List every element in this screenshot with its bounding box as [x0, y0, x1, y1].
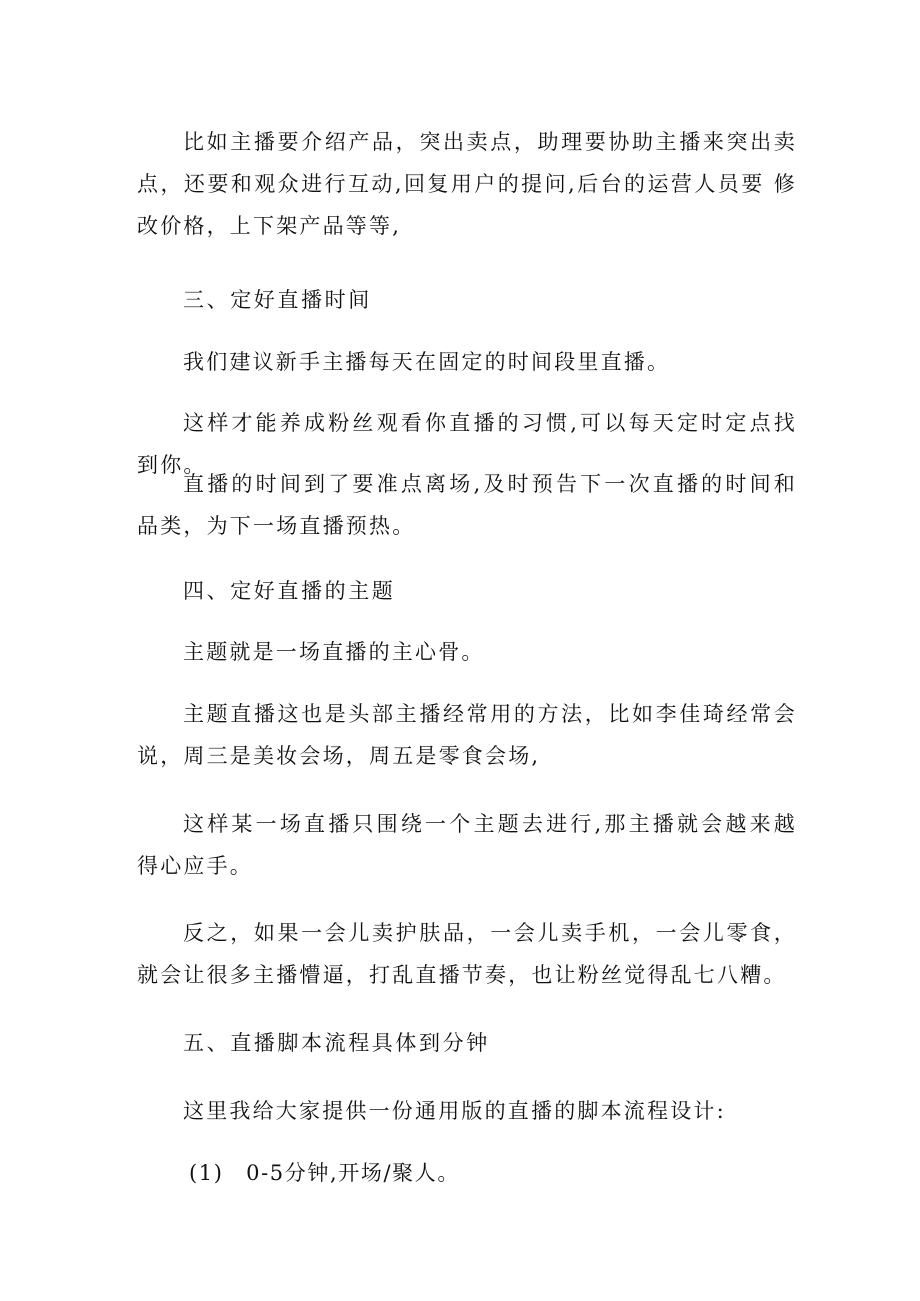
paragraph-fan-habit: 这样才能养成粉丝观看你直播的习惯,可以每天定时定点找 到你。 — [137, 411, 797, 477]
paragraph-fixed-time-advice: 我们建议新手主播每天在固定的时间段里直播。 — [183, 350, 671, 374]
paragraph-theme-core: 主题就是一场直播的主心骨。 — [183, 640, 485, 664]
paragraph-counter-example: 反之，如果一会儿卖护肤品，一会儿卖手机，一会儿零食，就会让很多主播懵逼，打乱直播节奏，也让粉丝觉得乱七八糟。 — [137, 921, 797, 987]
paragraph-script-intro: 这里我给大家提供一份通用版的直播的脚本流程设计: — [183, 1099, 726, 1123]
heading-section-3: 三、定好直播时间 — [183, 288, 372, 312]
paragraph-single-theme: 这样某一场直播只围绕一个主题去进行,那主播就会越来越 得心应手。 — [137, 812, 797, 878]
list-item-step-1: (1) 0-5分钟,开场/聚人。 — [189, 1161, 460, 1185]
paragraph-on-time-leave: 直播的时间到了要准点离场,及时预告下一次直播的时间和 品类，为下一场直播预热。 — [137, 472, 797, 538]
heading-section-5: 五、直播脚本流程具体到分钟 — [183, 1031, 490, 1055]
paragraph-theme-method: 主题直播这也是头部主播经常用的方法，比如李佳琦经常会 说，周三是美妆会场，周五是零食会场, — [137, 702, 821, 768]
heading-section-4: 四、定好直播的主题 — [183, 579, 396, 603]
paragraph-host-assistant-roles: 比如主播要介绍产品，突出卖点，助理要协助主播来突出卖 点，还要和观众进行互动,回复用户的提问,后台的运营人员要 修改价格，上下架产品等等, — [137, 130, 821, 238]
